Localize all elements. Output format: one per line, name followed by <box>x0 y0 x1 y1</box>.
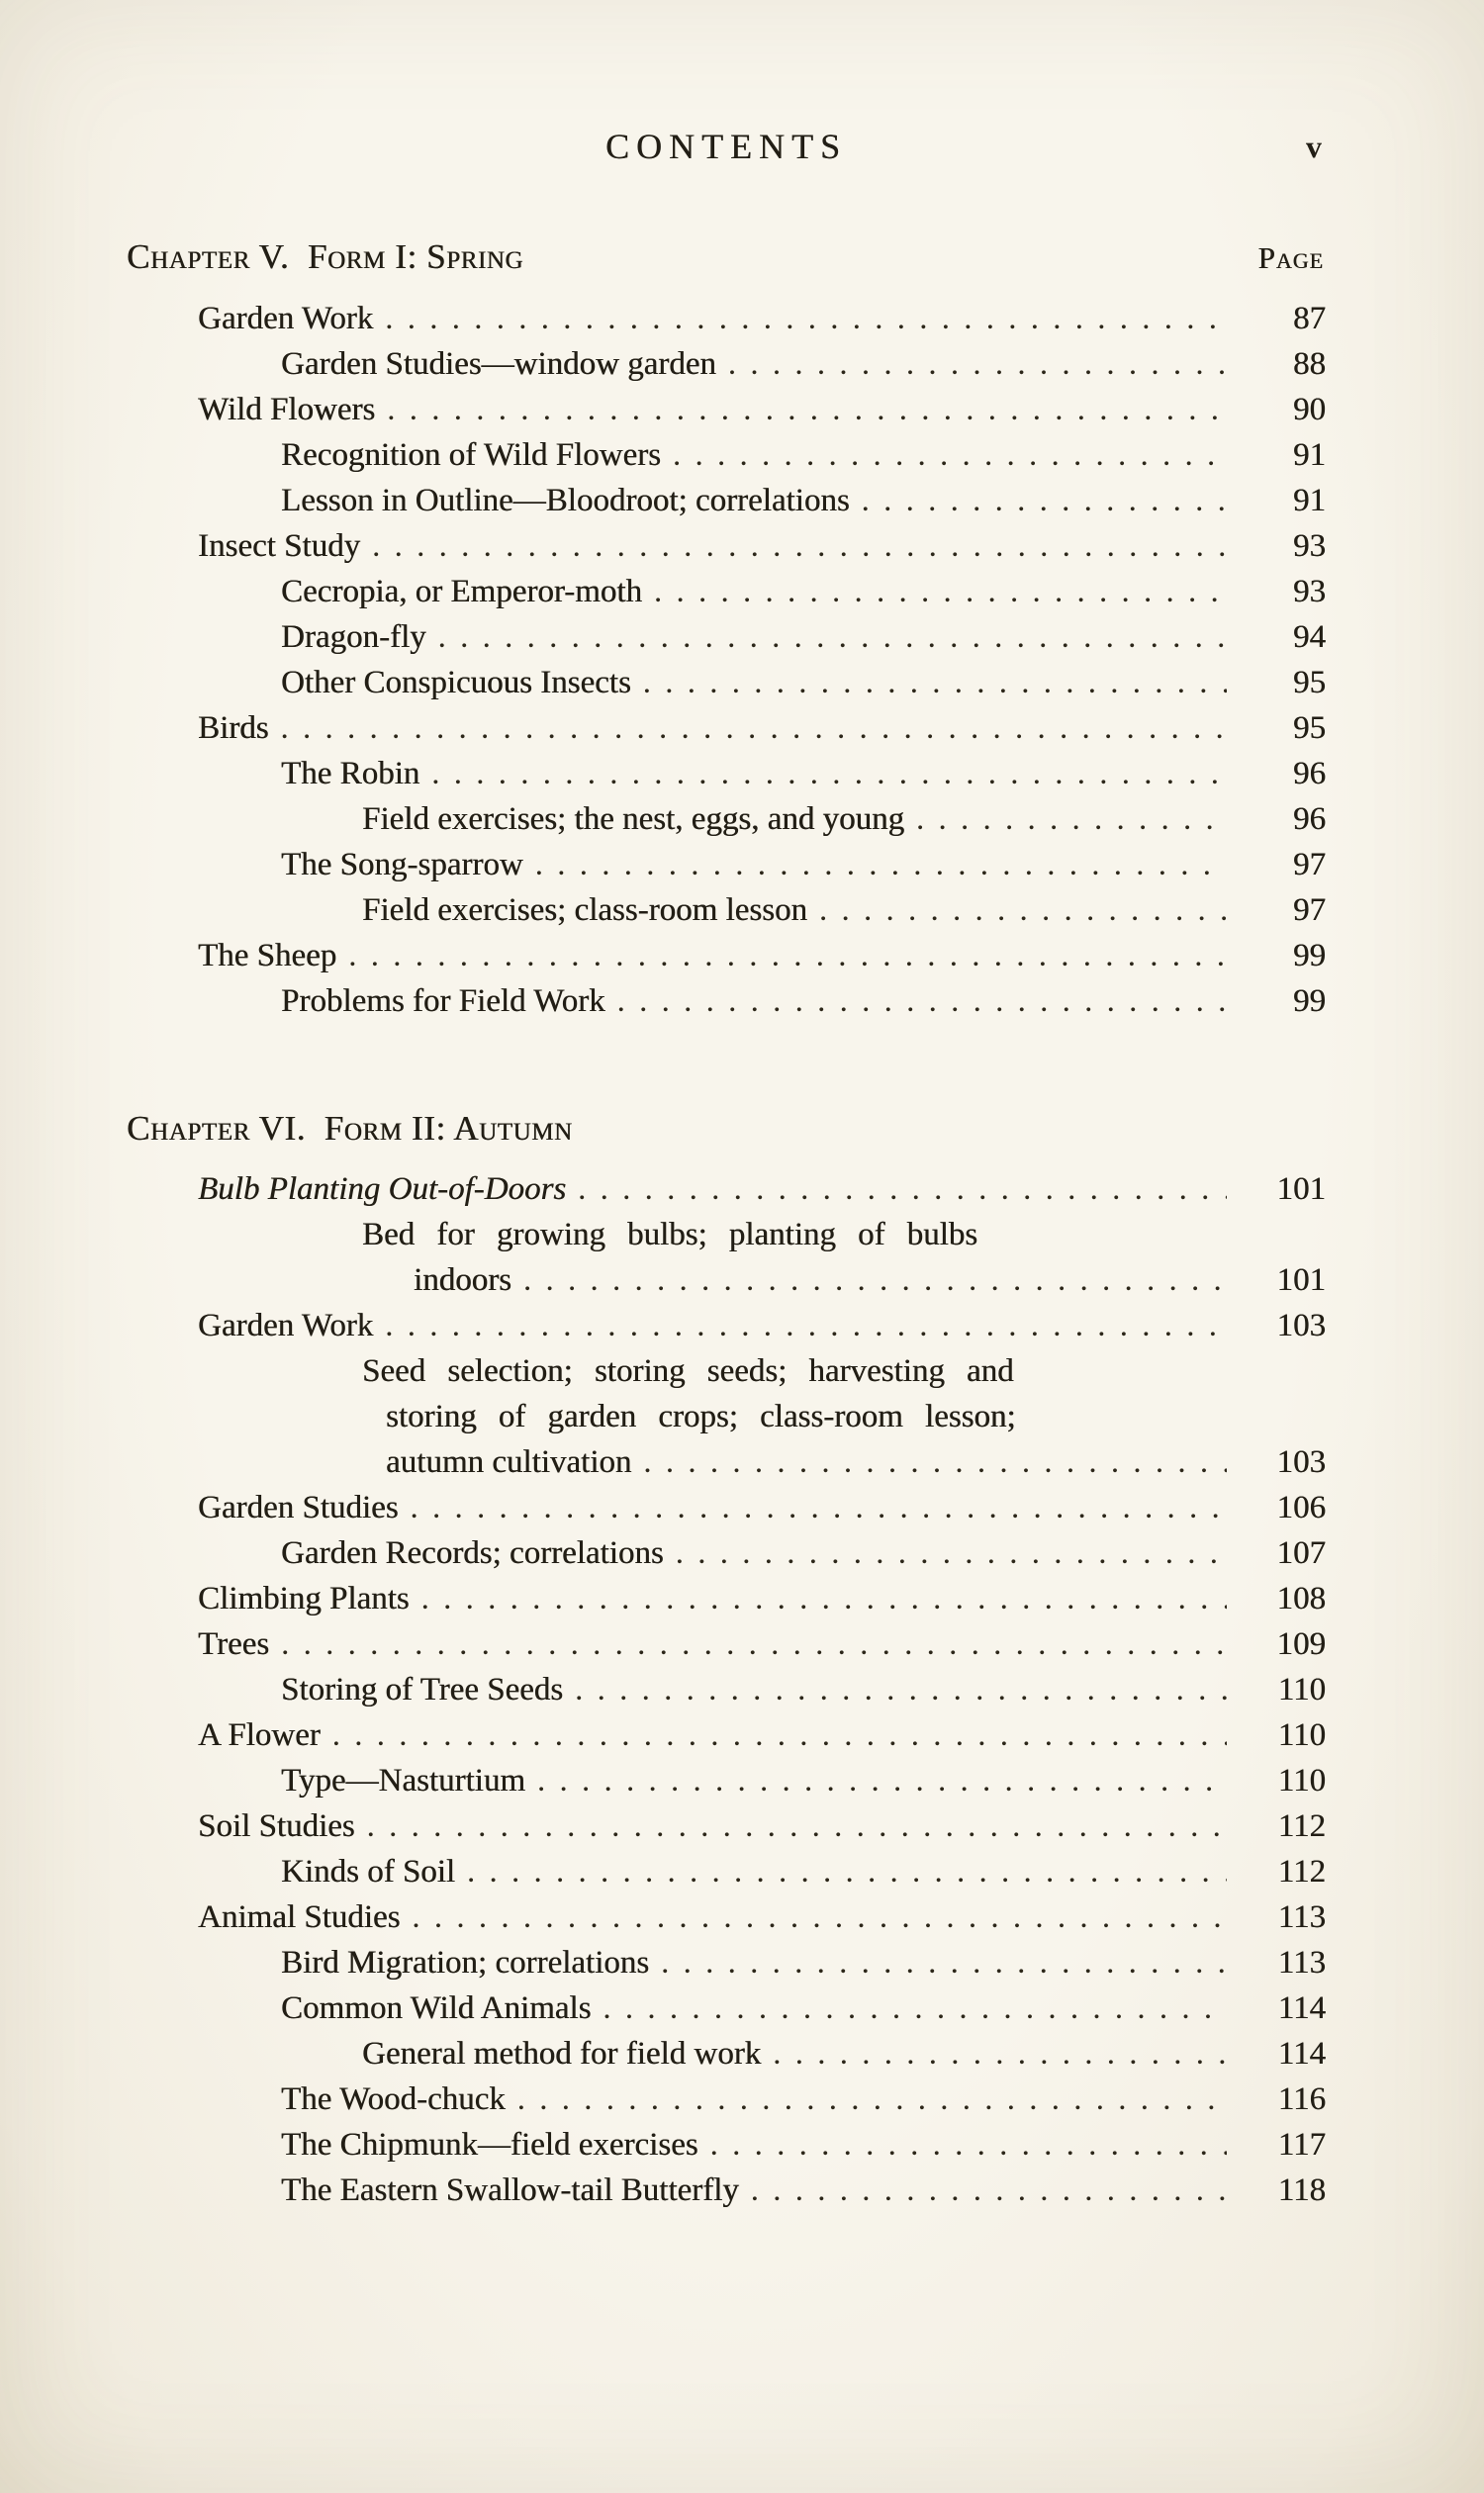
leader-dots <box>332 1712 1227 1758</box>
leader-dots <box>387 387 1227 432</box>
leader-dots <box>751 2168 1227 2213</box>
toc-entry-label: The Song-sparrow <box>281 847 523 882</box>
toc-entry <box>127 1348 1326 1394</box>
toc-page-number: 95 <box>1293 710 1326 746</box>
leader-dots <box>575 1667 1227 1712</box>
toc-page-number: 110 <box>1277 1717 1326 1753</box>
leader-dots <box>661 1940 1227 1985</box>
leader-dots <box>916 796 1227 842</box>
toc-page-number: 95 <box>1293 665 1326 700</box>
leader-dots <box>535 842 1227 887</box>
leader-dots <box>411 1485 1227 1530</box>
toc-page-number: 114 <box>1277 2036 1326 2072</box>
toc-entry <box>127 1621 1326 1667</box>
toc-entry-label: General method for field work <box>362 2036 762 2072</box>
leader-dots <box>654 569 1227 614</box>
toc-page-number: 108 <box>1276 1581 1326 1616</box>
leader-dots <box>367 1803 1227 1849</box>
toc-page-number: 109 <box>1276 1626 1326 1662</box>
toc-entry-label: Garden Records; correlations <box>281 1535 664 1571</box>
toc-entry <box>127 523 1326 569</box>
toc-page-number: 113 <box>1277 1899 1326 1935</box>
toc-page-number: 93 <box>1293 528 1326 564</box>
toc-page-number: 90 <box>1293 392 1326 427</box>
toc-entry <box>127 1166 1326 1212</box>
leader-dots <box>773 2031 1227 2077</box>
toc-entry-label: Field exercises; class-room lesson <box>362 892 807 928</box>
toc-page-number: 94 <box>1293 619 1326 655</box>
toc-entry-label: Garden Work <box>198 301 374 336</box>
leader-dots <box>578 1166 1227 1212</box>
leader-dots <box>348 933 1227 978</box>
toc-entry <box>127 1439 1326 1485</box>
toc-entry-label: Type—Nasturtium <box>281 1763 525 1799</box>
toc-section <box>127 1103 1326 2213</box>
section-heading-text: Chapter V. Form I: Spring <box>127 237 524 276</box>
leader-dots <box>673 432 1227 478</box>
page-header <box>127 121 1326 172</box>
toc-page-number: 91 <box>1293 437 1326 473</box>
toc-page-number: 88 <box>1293 346 1326 382</box>
leader-dots <box>523 1257 1227 1303</box>
toc-page-number: 116 <box>1277 2081 1326 2117</box>
leader-dots <box>643 1439 1227 1485</box>
toc-page-number: 96 <box>1293 756 1326 791</box>
toc-entry <box>127 978 1326 1024</box>
toc-entry <box>127 1530 1326 1576</box>
toc-entry-label: Insect Study <box>198 528 361 564</box>
section-heading-row <box>127 1103 1326 1154</box>
toc-page-number: 106 <box>1276 1490 1326 1525</box>
leader-dots <box>728 341 1227 387</box>
toc-page-number: 97 <box>1293 847 1326 882</box>
toc-entry <box>127 296 1326 341</box>
toc-entry <box>127 432 1326 478</box>
toc-entry-label: Other Conspicuous Insects <box>281 665 631 700</box>
leader-dots <box>710 2122 1227 2168</box>
page-column-label: Page <box>1257 240 1324 275</box>
leader-dots <box>862 478 1227 523</box>
toc-entry <box>127 660 1326 705</box>
toc-entry-label: autumn cultivation <box>386 1444 632 1480</box>
toc-entry <box>127 796 1326 842</box>
leader-dots <box>281 705 1227 751</box>
page-title: CONTENTS <box>605 127 847 166</box>
toc-entry-label: Soil Studies <box>198 1808 355 1844</box>
toc-entry <box>127 1803 1326 1849</box>
toc-page-number: 93 <box>1293 574 1326 609</box>
toc-entry-label: Dragon-fly <box>281 619 426 655</box>
toc-entry-label: The Sheep <box>198 938 337 973</box>
toc-entry-label: A Flower <box>198 1717 321 1753</box>
leader-dots <box>281 1621 1227 1667</box>
toc-entry-label: Animal Studies <box>198 1899 401 1935</box>
toc-section <box>127 231 1326 1024</box>
toc-entry <box>127 1257 1326 1303</box>
toc-entry-label: Bulb Planting Out-of-Doors <box>198 1171 567 1207</box>
toc-entry <box>127 1303 1326 1348</box>
toc-entry-label: Field exercises; the nest, eggs, and young <box>362 801 905 837</box>
leader-dots <box>372 523 1227 569</box>
toc-page-number: 101 <box>1276 1262 1326 1298</box>
toc-entry <box>127 2077 1326 2122</box>
toc-entry-label: Birds <box>198 710 269 746</box>
toc-page-number: 99 <box>1293 983 1326 1019</box>
leader-dots <box>819 887 1227 933</box>
folio-page-number: v <box>1306 129 1322 164</box>
toc-content <box>127 121 1326 2213</box>
toc-sections <box>127 231 1326 2213</box>
leader-dots <box>412 1894 1227 1940</box>
toc-entry-label: Seed selection; storing seeds; harvesting and <box>362 1353 1014 1389</box>
toc-entry <box>127 1667 1326 1712</box>
toc-entry-label: Recognition of Wild Flowers <box>281 437 661 473</box>
toc-entry <box>127 341 1326 387</box>
leader-dots <box>517 2077 1227 2122</box>
toc-entry-label: The Eastern Swallow-tail Butterfly <box>281 2172 739 2208</box>
toc-entry <box>127 1849 1326 1894</box>
toc-entry-label: Trees <box>198 1626 270 1662</box>
toc-page-number: 112 <box>1277 1854 1326 1890</box>
leader-dots <box>537 1758 1227 1803</box>
toc-entry <box>127 887 1326 933</box>
toc-entry <box>127 614 1326 660</box>
toc-page-number: 103 <box>1276 1444 1326 1480</box>
leader-dots <box>617 978 1227 1024</box>
toc-entry <box>127 751 1326 796</box>
toc-page-number: 112 <box>1277 1808 1326 1844</box>
toc-entry <box>127 1985 1326 2031</box>
toc-entry-label: Cecropia, or Emperor-moth <box>281 574 642 609</box>
leader-dots <box>421 1576 1227 1621</box>
toc-page-number: 118 <box>1277 2172 1326 2208</box>
toc-page-number: 97 <box>1293 892 1326 928</box>
leader-dots <box>385 296 1227 341</box>
leader-dots <box>385 1303 1227 1348</box>
toc-entry <box>127 1394 1326 1439</box>
toc-entry-label: Bed for growing bulbs; planting of bulbs <box>362 1217 978 1252</box>
leader-dots <box>603 1985 1227 2031</box>
toc-entry <box>127 478 1326 523</box>
toc-entry-label: The Wood-chuck <box>281 2081 506 2117</box>
toc-entry <box>127 705 1326 751</box>
toc-entry-label: Bird Migration; correlations <box>281 1945 650 1981</box>
toc-entry <box>127 2031 1326 2077</box>
toc-entry-label: Garden Studies—window garden <box>281 346 716 382</box>
toc-page-number: 117 <box>1277 2127 1326 2163</box>
toc-entry <box>127 1485 1326 1530</box>
toc-entry <box>127 842 1326 887</box>
leader-dots <box>467 1849 1227 1894</box>
leader-dots <box>643 660 1227 705</box>
toc-page-number: 110 <box>1277 1672 1326 1708</box>
toc-page-number: 110 <box>1277 1763 1326 1799</box>
toc-entry <box>127 933 1326 978</box>
toc-entry-label: Lesson in Outline—Bloodroot; correlations <box>281 483 850 518</box>
toc-entry-label: storing of garden crops; class-room lesson; <box>386 1399 1016 1434</box>
toc-page-number: 91 <box>1293 483 1326 518</box>
toc-entry <box>127 2122 1326 2168</box>
toc-entry-label: indoors <box>414 1262 511 1298</box>
toc-entry-label: Common Wild Animals <box>281 1990 592 2026</box>
toc-entry-label: Problems for Field Work <box>281 983 605 1019</box>
toc-page-number: 103 <box>1276 1308 1326 1343</box>
toc-entry-label: Climbing Plants <box>198 1581 410 1616</box>
toc-entry <box>127 1894 1326 1940</box>
toc-entry <box>127 2168 1326 2213</box>
toc-entry-label: Garden Work <box>198 1308 374 1343</box>
toc-entry <box>127 1712 1326 1758</box>
toc-page-number: 114 <box>1277 1990 1326 2026</box>
toc-page-number: 107 <box>1276 1535 1326 1571</box>
toc-entry <box>127 1758 1326 1803</box>
toc-entry <box>127 1940 1326 1985</box>
toc-page-number: 99 <box>1293 938 1326 973</box>
toc-entry-label: The Chipmunk—field exercises <box>281 2127 698 2163</box>
section-heading-text: Chapter VI. Form II: Autumn <box>127 1109 573 1148</box>
toc-entry <box>127 1212 1326 1257</box>
toc-entry <box>127 569 1326 614</box>
toc-entry-label: Storing of Tree Seeds <box>281 1672 564 1708</box>
toc-entry-label: Garden Studies <box>198 1490 399 1525</box>
section-heading-row <box>127 231 1326 284</box>
toc-page-number: 87 <box>1293 301 1326 336</box>
toc-entry <box>127 1576 1326 1621</box>
leader-dots <box>431 751 1227 796</box>
toc-page-number: 96 <box>1293 801 1326 837</box>
toc-page-number: 101 <box>1276 1171 1326 1207</box>
toc-entry-label: The Robin <box>281 756 420 791</box>
toc-page-number: 113 <box>1277 1945 1326 1981</box>
toc-entry-label: Kinds of Soil <box>281 1854 456 1890</box>
toc-entry <box>127 387 1326 432</box>
leader-dots <box>676 1530 1227 1576</box>
toc-entry-label: Wild Flowers <box>198 392 376 427</box>
leader-dots <box>438 614 1227 660</box>
